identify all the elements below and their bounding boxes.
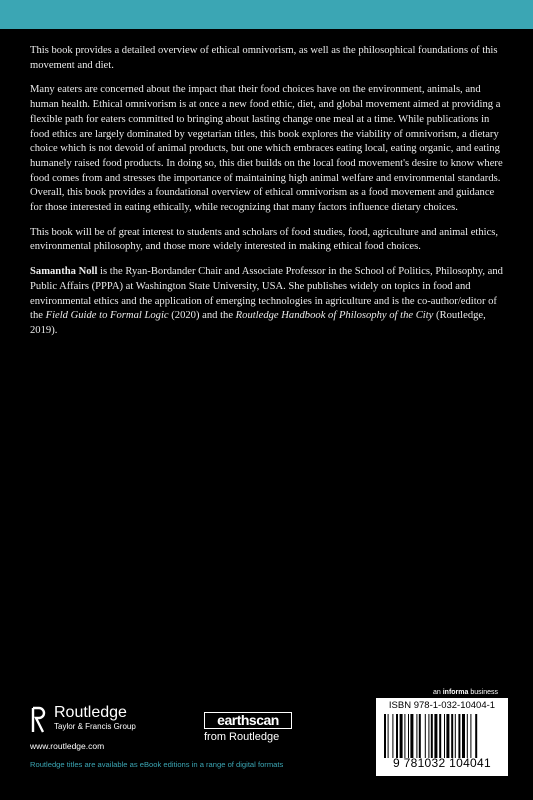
back-cover-blurb <box>30 44 508 349</box>
barcode-bars <box>384 714 504 758</box>
barcode-bar <box>458 714 460 758</box>
barcode-bar <box>431 714 433 758</box>
book-title-1: Field Guide to Formal Logic <box>45 310 169 322</box>
publisher-url: www.routledge.com <box>30 741 105 751</box>
barcode-bar <box>408 714 409 758</box>
barcode-bar <box>467 714 468 758</box>
barcode-bar <box>455 714 456 758</box>
blurb-paragraph-1: This book provides a detailed overview of ethical omnivorism, as well as the philosophical foundations of this movement and diet. <box>30 45 498 71</box>
isbn-label: ISBN 978-1-032-10404-1 <box>388 700 496 711</box>
barcode-bar <box>404 714 405 758</box>
barcode-bar <box>384 714 386 758</box>
ebook-availability-note: Routledge titles are available as eBook editions in a range of digital formats <box>30 760 284 769</box>
publisher-group: Taylor & Francis Group <box>54 722 136 731</box>
barcode-bar <box>446 714 449 758</box>
barcode-bar <box>392 714 393 758</box>
informa-prefix: an <box>433 689 443 696</box>
author-bio <box>30 265 508 339</box>
barcode-bar <box>388 714 389 758</box>
informa-brand: informa <box>442 689 469 696</box>
book-title-2: Routledge Handbook of Philosophy of the City <box>235 310 434 322</box>
barcode-bar <box>419 714 421 758</box>
isbn-barcode <box>376 698 508 776</box>
earthscan-name: earthscan <box>204 712 292 729</box>
barcode-bar <box>410 714 413 758</box>
barcode-bar <box>444 714 445 758</box>
blurb-paragraph-2: Many eaters are concerned about the impact that their food choices have on the environment, animals, and human health. Ethical omnivorism is at once a new food ethic, diet, and global movement aimed at providing a flexible path for eaters committed to bringing about lasting change one meal at a time. While publications in food ethics are largely dominated by vegetarian titles, this book explores the viability of omnivorism, a dietary choice which is not devoid of animal products, but one which embraces eating local, eating organic, and eating humanely raised food products. In doing so, this diet builds on the local food movement's desire to know where food comes from and stresses the importance of maintaining high animal welfare and environmental standards. Overall, this book provides a foundational overview of ethical omnivorism as a food movement and guidance for those interested in eating ethically, while recognizing that many factors influence dietary choices. <box>30 84 503 214</box>
barcode-bar <box>434 714 437 758</box>
barcode-bar <box>462 714 465 758</box>
author-bio-text: (2020) and the <box>168 310 236 322</box>
barcode-bar <box>416 714 417 758</box>
blurb-paragraph-3: This book will be of great interest to students and scholars of food studies, food, agriculture and animal ethics, environmental philosophy, and those more widely interested in making ethical food choices. <box>30 226 499 253</box>
barcode-bar <box>425 714 426 758</box>
barcode-bar <box>428 714 429 758</box>
informa-suffix: business <box>468 689 498 696</box>
earthscan-sub: from Routledge <box>204 731 280 743</box>
author-bio-text: (Routledge, 2019). <box>30 310 486 336</box>
barcode-digits: 9 781032 104041 <box>393 756 491 770</box>
barcode-bar <box>475 714 477 758</box>
top-color-band <box>0 0 533 29</box>
informa-business-label <box>433 689 498 696</box>
barcode-bar <box>451 714 453 758</box>
routledge-r-icon <box>30 706 46 736</box>
publisher-name: Routledge <box>54 704 127 721</box>
barcode-bar <box>470 714 471 758</box>
barcode-bar <box>400 714 403 758</box>
barcode-bar <box>439 714 441 758</box>
author-bio-text: is the Ryan-Bordander Chair and Associate Professor in the School of Politics, Philosophy, and Public Affairs (PPPA) at Washington State University, USA. She publishes widely on topics in food and environmental ethics and the application of emerging technologies in agriculture and is the co-author/editor of the <box>30 266 503 322</box>
author-name: Samantha Noll <box>30 266 98 278</box>
earthscan-logo <box>204 712 294 743</box>
barcode-bar <box>396 714 398 758</box>
